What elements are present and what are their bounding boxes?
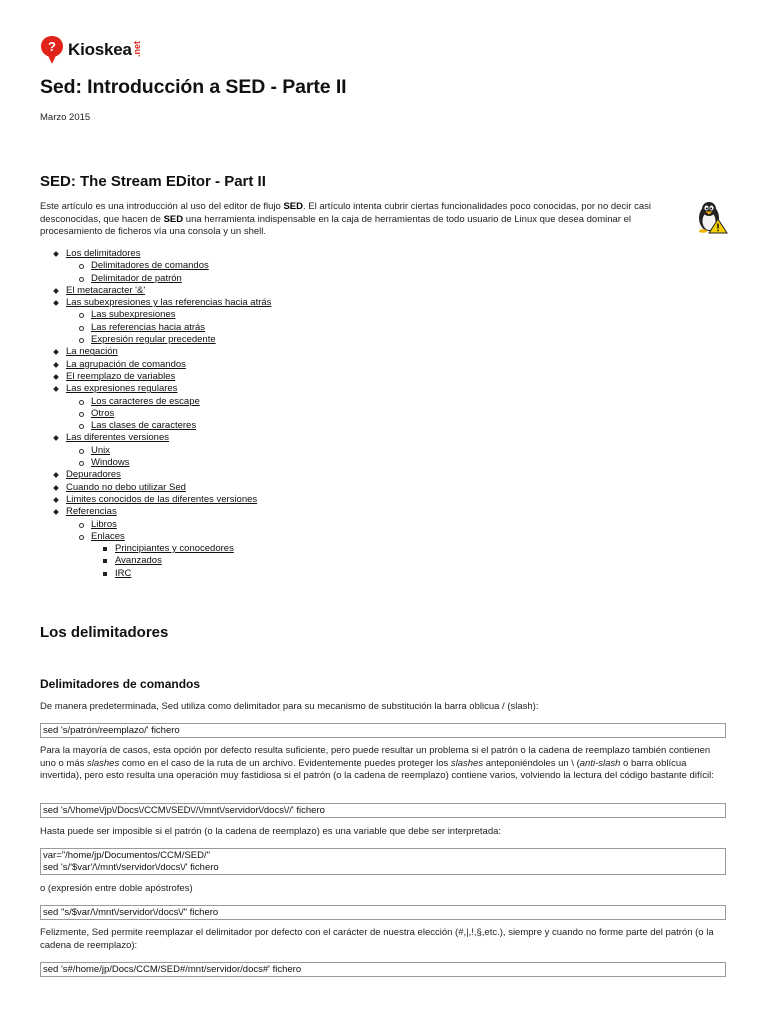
bullet-icon [53, 288, 59, 294]
bullet-icon [79, 523, 84, 528]
toc-link[interactable]: Los caracteres de escape [91, 395, 200, 407]
bullet-icon [53, 509, 59, 515]
toc-item [50, 383, 271, 395]
intro-paragraph: Este artículo es una introducción al uso del editor de flujo SED. El artículo intenta cubrir ciertas funcionalidades poco conocidas, por no decir casi desconocidas, que hacen de SED una herramienta indispensable en la caja de herramientas de todo usuario de Linux que desea dominar el procesamiento de ficheros vía una consola y un shell. [40, 201, 651, 238]
toc-link[interactable]: Las subexpresiones y las referencias hacia atrás [66, 297, 272, 309]
bullet-icon [79, 277, 84, 282]
toc-link[interactable]: Los delimitadores [66, 248, 141, 259]
section-title: SED: The Stream EDitor - Part II [40, 173, 266, 190]
toc-item [50, 322, 271, 334]
toc-link[interactable]: El metacaracter '&' [66, 284, 146, 296]
bullet-icon [53, 386, 59, 392]
toc-item [50, 457, 271, 469]
toc-link[interactable]: Las referencias hacia atrás [91, 321, 206, 333]
toc-link[interactable]: La agrupación de comandos [66, 358, 186, 370]
bullet-icon [53, 300, 59, 306]
bullet-icon [79, 461, 84, 466]
toc-item [50, 309, 271, 321]
toc-item [50, 248, 271, 260]
toc-item [50, 346, 271, 358]
toc-item [50, 408, 271, 420]
bullet-icon [79, 326, 84, 331]
toc-item [50, 297, 271, 309]
toc-item [50, 531, 271, 543]
toc-link[interactable]: El reemplazo de variables [66, 370, 176, 382]
bullet-icon [53, 362, 59, 368]
toc-link[interactable]: Libros [91, 518, 117, 530]
bullet-icon [53, 350, 59, 356]
bullet-icon [53, 251, 59, 257]
toc-item [50, 371, 271, 383]
bullet-icon [79, 535, 84, 540]
kioskea-logo-icon [40, 35, 64, 65]
toc-item [50, 506, 271, 518]
toc-item [50, 568, 271, 580]
page-title: Sed: Introducción a SED - Parte II [40, 76, 347, 98]
bullet-icon [53, 374, 59, 380]
toc-item [50, 260, 271, 272]
toc-item [50, 432, 271, 444]
toc-link[interactable]: Limites conocidos de las diferentes versiones [66, 493, 258, 505]
logo-text: Kioskea [68, 40, 132, 59]
toc-link[interactable]: Las diferentes versiones [66, 432, 169, 444]
toc-item [50, 285, 271, 297]
bullet-icon [53, 497, 59, 503]
svg-text:?: ? [48, 39, 56, 54]
code-block-5: sed 's#/home/jp/Docs/CCM/SED#/mnt/servidor/docs#' fichero [40, 962, 726, 977]
bullet-icon [103, 572, 107, 576]
toc-link[interactable]: Expresión regular precedente [91, 334, 216, 346]
paragraph-o: o (expresión entre doble apóstrofes) [40, 883, 193, 894]
toc-link[interactable]: Principiantes y conocedores [115, 543, 234, 555]
heading-los-delimitadores: Los delimitadores [40, 624, 169, 641]
toc-link[interactable]: La negación [66, 346, 118, 358]
code-block-4: sed "s/$var/\/mnt\/servidor\/docs\/" fichero [40, 905, 726, 920]
bullet-icon [79, 449, 84, 454]
toc-item [50, 543, 271, 555]
toc-link[interactable]: Enlaces [91, 530, 125, 542]
paragraph-felizmente: Felizmente, Sed permite reemplazar el delimitador por defecto con el carácter de nuestra elección (#,|,!,§,etc.), siempre y cuando no forme parte del patrón (o la cadena de reemplazo): [40, 927, 714, 951]
bullet-icon [53, 485, 59, 491]
bullet-icon [79, 400, 84, 405]
toc-item [50, 359, 271, 371]
code-block-1: sed 's/patrón/reemplazo/' fichero [40, 723, 726, 738]
toc-link[interactable]: Delimitadores de comandos [91, 260, 209, 272]
toc-item [50, 445, 271, 457]
code-block-2: sed 's/\/home\/jp\/Docs\/CCM\/SED\//\/mnt\/servidor\/docs\//' fichero [40, 803, 726, 818]
bullet-icon [79, 338, 84, 343]
paragraph-intro-delimitador: De manera predeterminada, Sed utiliza como delimitador para su mecanismo de substitución la barra oblicua / (slash): [40, 701, 539, 712]
bullet-icon [53, 473, 59, 479]
kioskea-logo[interactable]: ? Kioskea .net [40, 33, 132, 67]
toc-link[interactable]: Windows [91, 457, 130, 469]
toc-item [50, 555, 271, 567]
bullet-icon [79, 264, 84, 269]
toc-item [50, 482, 271, 494]
bullet-icon [79, 313, 84, 318]
article-date: Marzo 2015 [40, 112, 91, 123]
toc-item [50, 519, 271, 531]
heading-delimitadores-de-comandos: Delimitadores de comandos [40, 677, 201, 691]
toc-link[interactable]: Referencias [66, 506, 117, 518]
toc-item [50, 334, 271, 346]
toc-link[interactable]: Otros [91, 407, 115, 419]
bullet-icon [79, 424, 84, 429]
toc-item [50, 420, 271, 432]
toc-link[interactable]: Cuando no debo utilizar Sed [66, 481, 186, 493]
toc-link[interactable]: Avanzados [115, 555, 162, 567]
code-block-3: var="/home/jp/Documentos/CCM/SED/" sed 's/'$var'/\/mnt\/servidor\/docs\/' fichero [40, 848, 726, 875]
toc-link[interactable]: Delimitador de patrón [91, 272, 182, 284]
bullet-icon [53, 436, 59, 442]
toc-link[interactable]: Las subexpresiones [91, 309, 176, 321]
toc-link[interactable]: Unix [91, 444, 111, 456]
tux-warning-icon [694, 200, 728, 234]
toc-link[interactable]: IRC [115, 567, 132, 579]
toc-link[interactable]: Las clases de caracteres [91, 420, 197, 432]
paragraph-hasta: Hasta puede ser imposible si el patrón (o la cadena de reemplazo) es una variable que debe ser interpretada: [40, 826, 502, 837]
paragraph-mayoria: Para la mayoría de casos, esta opción por defecto resulta suficiente, pero puede resultar un problema si el patrón o la cadena de reemplazo también contienen uno o más slashes como en el caso de la ruta de un archivo. Evidentemente puedes proteger los slashes anteponiéndoles un \ (anti-slash o barra oblícua invertida), pero esto resulta una operación muy fastidiosa si el patrón (o la cadena de reemplazo) contiene varios, volviendo la lectura del código bastante difícil: [40, 745, 714, 782]
bullet-icon [79, 412, 84, 417]
bullet-icon [103, 559, 107, 563]
toc-link[interactable]: Depuradores [66, 469, 121, 481]
toc-item [50, 396, 271, 408]
bullet-icon [103, 547, 107, 551]
toc-item [50, 469, 271, 481]
toc-item [50, 494, 271, 506]
toc-link[interactable]: Las expresiones regulares [66, 383, 178, 395]
table-of-contents [50, 248, 271, 580]
toc-item [50, 273, 271, 285]
